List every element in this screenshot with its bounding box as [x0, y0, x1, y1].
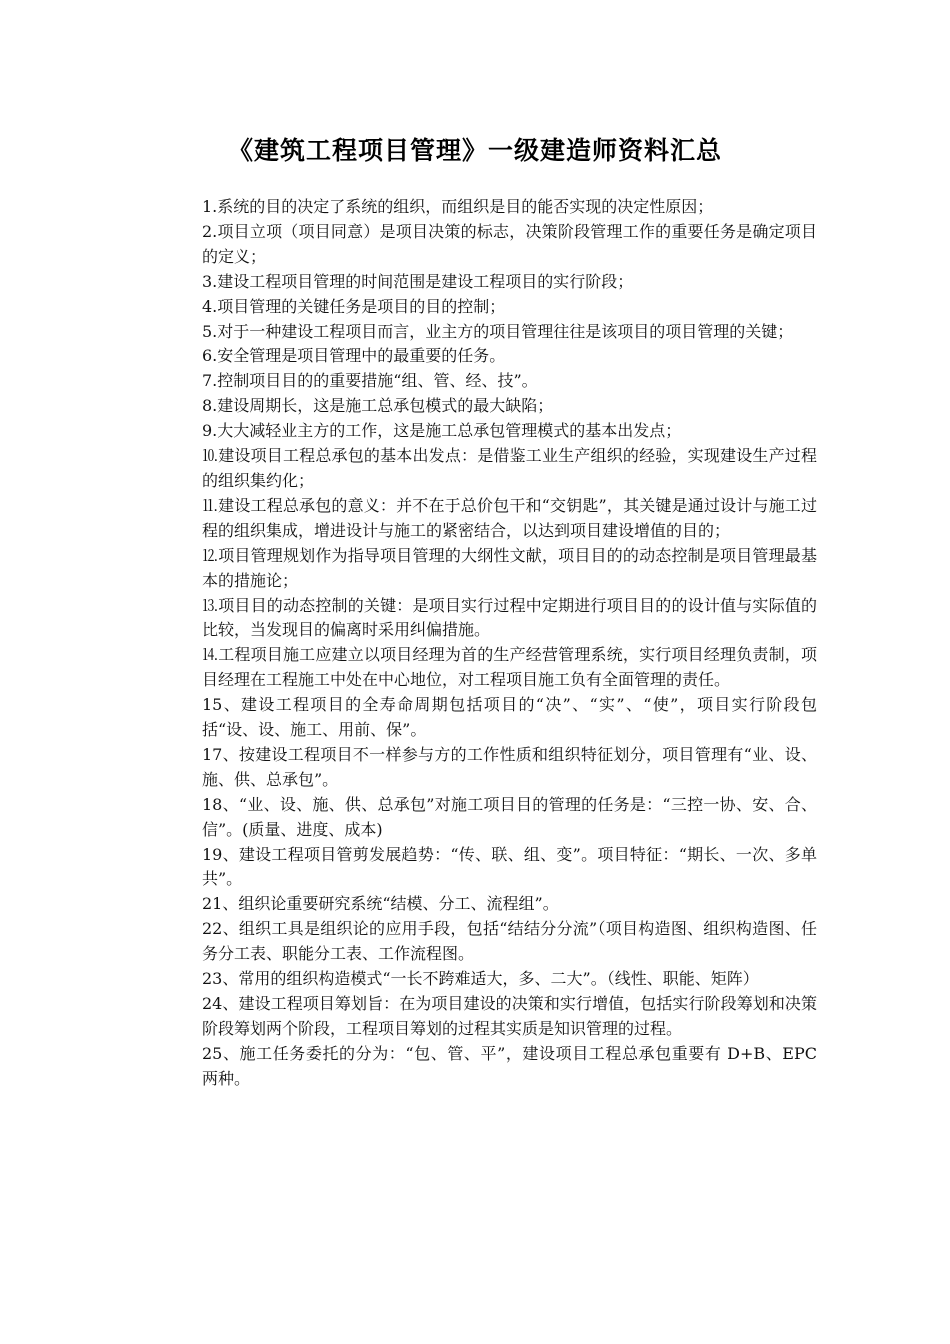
list-item: 17、按建设工程项目不一样参与方的工作性质和组织特征划分，项目管理有“业、设、施、供、总承包”。 [202, 744, 817, 789]
list-item: ⒒建设工程总承包的意义：并不在于总价包干和“交钥匙”，其关键是通过设计与施工过程的组织集成，增进设计与施工的紧密结合，以达到项目建设增值的目的； [202, 495, 817, 540]
list-item: 3.建设工程项目管理的时间范围是建设工程项目的实行阶段； [202, 271, 634, 291]
list-item: ⒔项目目的动态控制的关键：是项目实行过程中定期进行项目目的的设计值与实际值的比较，当发现目的偏离时采用纠偏措施。 [202, 595, 817, 640]
list-item: 19、建设工程项目管剪发展趋势：“传、联、组、变”。项目特征：“期长、一次、多单共”。 [202, 844, 817, 889]
list-item: 24、建设工程项目筹划旨：在为项目建设的决策和实行增值，包括实行阶段筹划和决策阶段筹划两个阶段，工程项目筹划的过程其实质是知识管理的过程。 [202, 994, 817, 1038]
list-item: 5.对于一种建设工程项目而言，业主方的项目管理往往是该项目的项目管理的关键； [202, 321, 794, 341]
list-item: ⒓项目管理规划作为指导项目管理的大纲性文献，项目目的的动态控制是项目管理最基本的措施论； [202, 545, 817, 590]
list-item: 1.系统的目的决定了系统的组织，而组织是目的能否实现的决定性原因； [202, 197, 714, 216]
list-item: 22、组织工具是组织论的应用手段，包括“结结分分流”（项目构造图、组织构造图、任务分工表、职能分工表、工作流程图。 [202, 919, 817, 964]
list-item: 21、组织论重要研究系统“结模、分工、流程组”。 [202, 894, 559, 914]
list-item: ⒕工程项目施工应建立以项目经理为首的生产经营管理系统，实行项目经理负责制，项目经理在工程施工中处在中心地位，对工程项目施工负有全面管理的责任。 [202, 645, 817, 690]
list-item: 2.项目立项（项目同意）是项目决策的标志，决策阶段管理工作的重要任务是确定项目的定义； [202, 221, 817, 266]
list-item: 9.大大减轻业主方的工作，这是施工总承包管理模式的基本出发点； [202, 421, 682, 441]
document-body [202, 195, 817, 1092]
list-item: 6.安全管理是项目管理中的最重要的任务。 [202, 346, 506, 366]
document-title: 《建筑工程项目管理》一级建造师资料汇总 [227, 136, 722, 165]
list-item: 4.项目管理的关键任务是项目的目的控制； [202, 296, 506, 316]
list-item: 23、常用的组织构造模式“一长不跨难适大，多、二大”。（线性、职能、矩阵） [202, 969, 759, 989]
list-item: 25、施工任务委托的分为：“包、管、平”，建设项目工程总承包重要有 D+B、EPC 两种。 [202, 1043, 817, 1088]
list-item: ⒑建设项目工程总承包的基本出发点：是借鉴工业生产组织的经验，实现建设生产过程的组织集约化； [202, 446, 817, 490]
list-item: 7.控制项目目的的重要措施“组、管、经、技”。 [202, 371, 538, 391]
list-item: 18、“业、设、施、供、总承包”对施工项目目的管理的任务是：“三控一协、安、合、信”。(质量、进度、成本) [202, 794, 817, 839]
list-item: 15、建设工程项目的全寿命周期包括项目的“决”、“实”、“使”，项目实行阶段包括“设、设、施工、用前、保”。 [202, 695, 817, 740]
list-item: 8.建设周期长，这是施工总承包模式的最大缺陷； [202, 396, 554, 416]
